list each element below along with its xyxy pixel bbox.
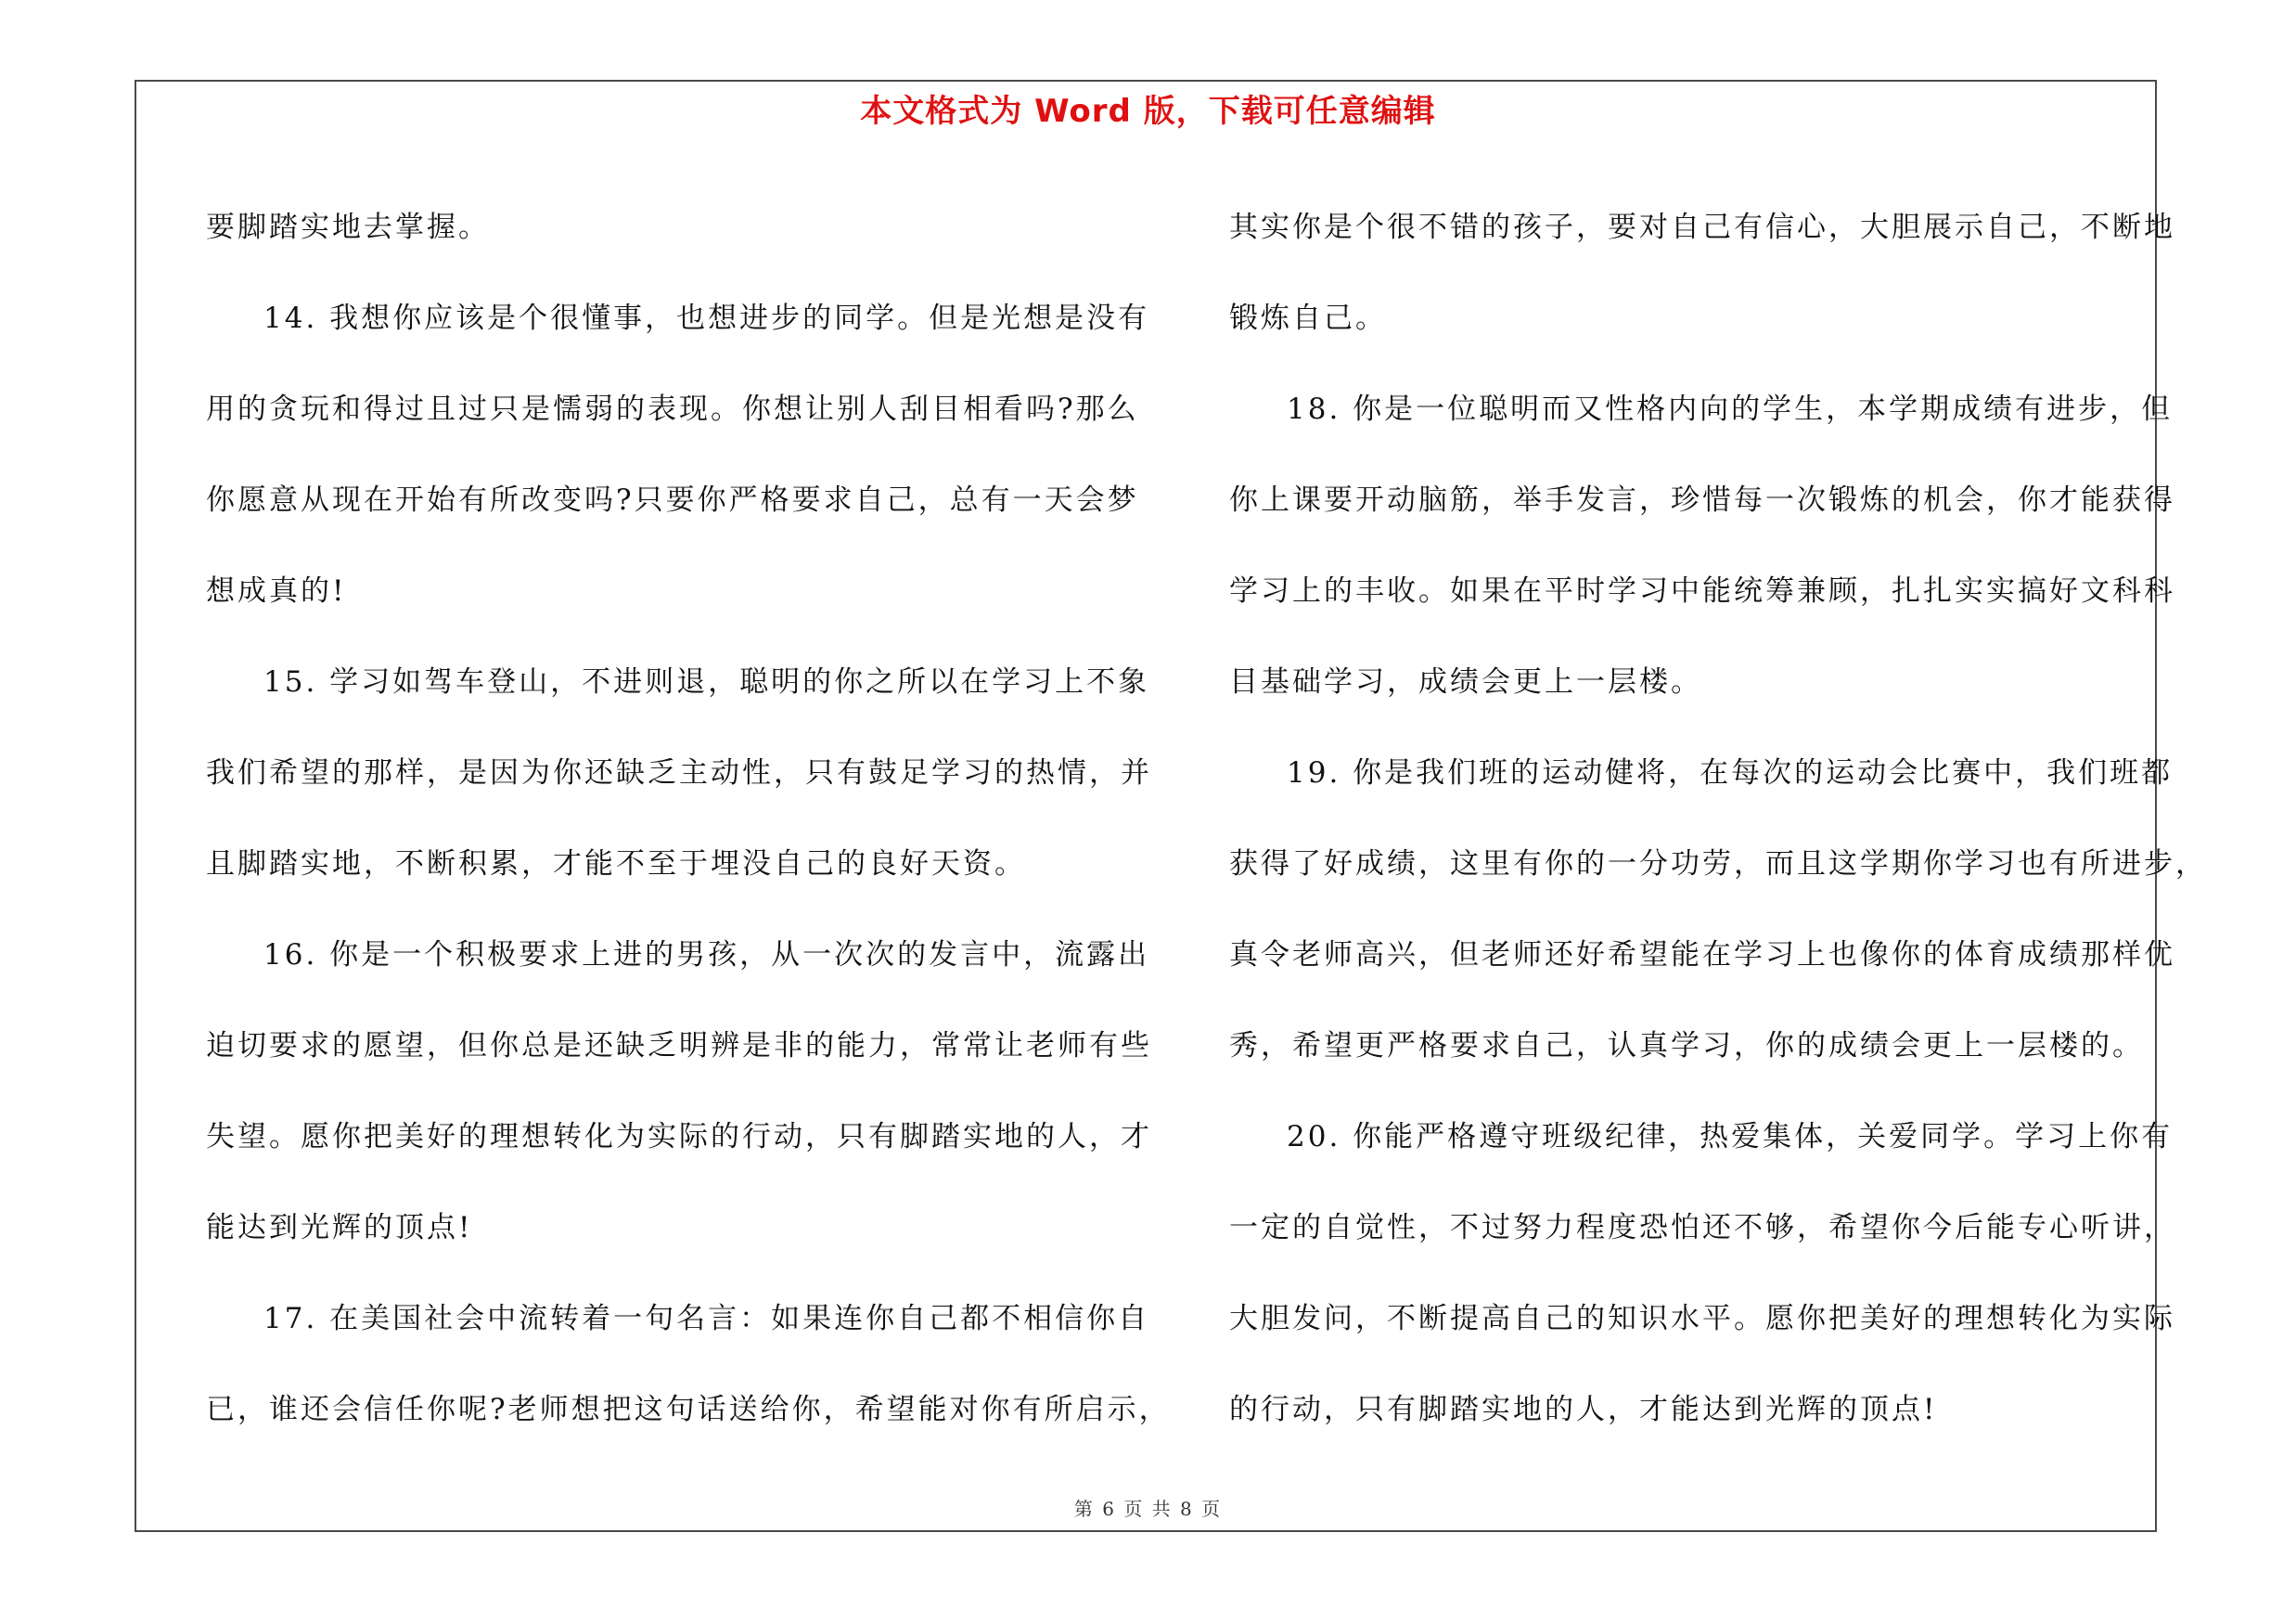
text-line: 的行动，只有脚踏实地的人，才能达到光辉的顶点! — [1229, 1393, 1938, 1426]
text-line: 学习上的丰收。如果在平时学习中能统筹兼顾，扎扎实实搞好文科科 — [1229, 574, 2175, 608]
text-line: 迫切要求的愿望，但你总是还缺乏明辨是非的能力，常常让老师有些 — [206, 1029, 1152, 1063]
text-line: 且脚踏实地，不断积累，才能不至于埋没自己的良好天资。 — [206, 847, 1026, 881]
text-line: 15. 学习如驾车登山，不进则退，聪明的你之所以在学习上不象 — [263, 665, 1150, 699]
text-line: 用的贪玩和得过且过只是懦弱的表现。你想让别人刮目相看吗?那么 — [206, 393, 1139, 426]
text-line: 想成真的! — [206, 574, 347, 608]
text-line: 19. 你是我们班的运动健将，在每次的运动会比赛中，我们班都 — [1287, 756, 2174, 790]
text-line: 18. 你是一位聪明而又性格内向的学生，本学期成绩有进步，但 — [1287, 393, 2174, 426]
text-line: 20. 你能严格遵守班级纪律，热爱集体，关爱同学。学习上你有 — [1287, 1120, 2174, 1153]
text-line: 锻炼自己。 — [1229, 302, 1387, 335]
text-line: 17. 在美国社会中流转着一句名言：如果连你自己都不相信你自 — [263, 1302, 1150, 1335]
text-line: 获得了好成绩，这里有你的一分功劳，而且这学期你学习也有所进步， — [1229, 847, 2207, 881]
text-line: 已，谁还会信任你呢?老师想把这句话送给你，希望能对你有所启示， — [206, 1393, 1171, 1426]
text-line: 要脚踏实地去掌握。 — [206, 211, 490, 244]
right-column — [1229, 182, 2207, 1455]
left-column — [206, 182, 1171, 1455]
text-line: 真令老师高兴，但老师还好希望能在学习上也像你的体育成绩那样优 — [1229, 938, 2175, 972]
text-line: 我们希望的那样，是因为你还缺乏主动性，只有鼓足学习的热情，并 — [206, 756, 1152, 790]
text-line: 其实你是个很不错的孩子，要对自己有信心，大胆展示自己，不断地 — [1229, 211, 2175, 244]
text-line: 失望。愿你把美好的理想转化为实际的行动，只有脚踏实地的人，才 — [206, 1120, 1152, 1153]
text-line: 大胆发问，不断提高自己的知识水平。愿你把美好的理想转化为实际 — [1229, 1302, 2175, 1335]
text-line: 能达到光辉的顶点! — [206, 1211, 473, 1244]
text-line: 你愿意从现在开始有所改变吗?只要你严格要求自己，总有一天会梦 — [206, 483, 1139, 517]
text-line: 16. 你是一个积极要求上进的男孩，从一次次的发言中，流露出 — [263, 938, 1150, 972]
text-line: 目基础学习，成绩会更上一层楼。 — [1229, 665, 1702, 699]
text-line: 14. 我想你应该是个很懂事，也想进步的同学。但是光想是没有 — [263, 302, 1150, 335]
text-line: 一定的自觉性，不过努力程度恐怕还不够，希望你今后能专心听讲， — [1229, 1211, 2175, 1244]
page-footer: 第 6 页 共 8 页 — [1073, 1498, 1223, 1520]
text-line: 你上课要开动脑筋，举手发言，珍惜每一次锻炼的机会，你才能获得 — [1229, 483, 2175, 517]
text-line: 秀，希望更严格要求自己，认真学习，你的成绩会更上一层楼的。 — [1229, 1029, 2144, 1063]
header-banner: 本文格式为 Word 版，下载可任意编辑 — [860, 93, 1436, 130]
